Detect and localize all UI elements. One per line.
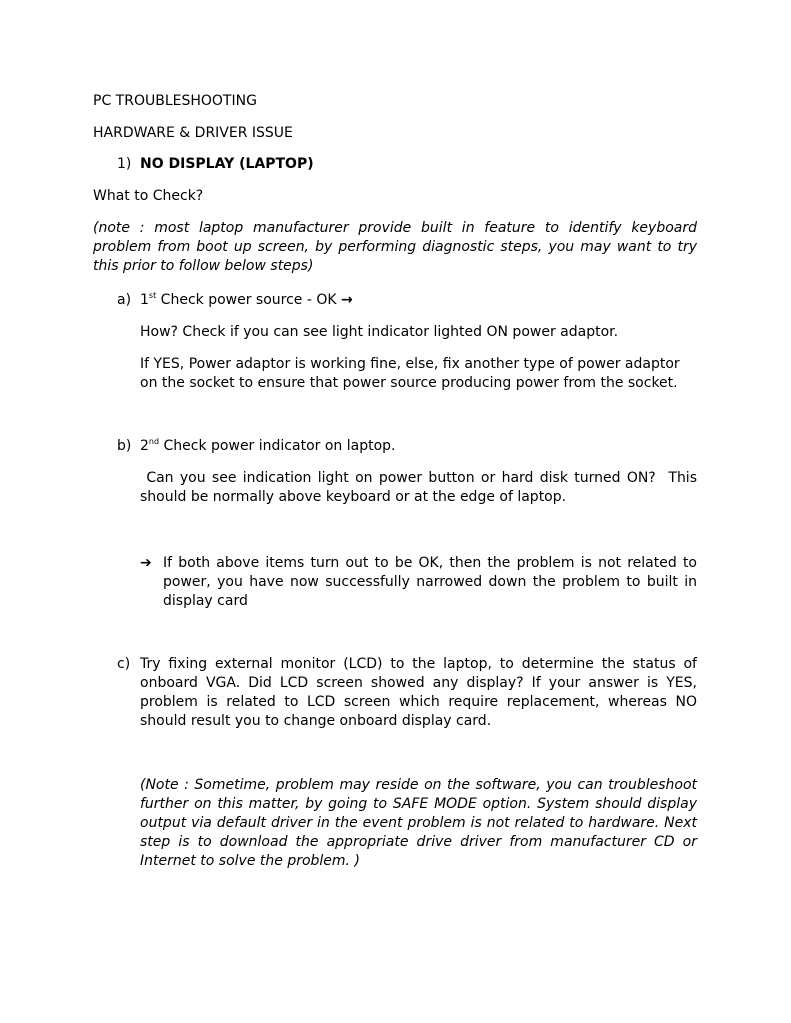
what-to-check: What to Check? [93, 188, 204, 204]
item-a-num: 1 [140, 292, 149, 308]
item-b-heading [140, 437, 395, 456]
right-arrow-icon: → [341, 292, 353, 308]
bold-arrow-icon: ➔ [140, 555, 152, 571]
item-b-text: Check power indicator on laptop. [159, 438, 396, 454]
item-b-sup: nd [148, 437, 160, 446]
item-a-how: How? Check if you can see light indicator lighted ON power adaptor. [140, 324, 619, 340]
final-note: (Note : Sometime, problem may reside on the software, you can troubleshoot further on this matter, by going to SAFE MODE option. System should display output via default driver in the event problem is not related to hardware. Next step is to download the appropriate drive driver from manufacturer CD or Internet to solve the problem. ) [140, 777, 697, 869]
item-b-detail: Can you see indication light on power button or hard disk turned ON? This should be normally above keyboard or at the edge of laptop. [140, 470, 702, 505]
item-a-heading [140, 291, 353, 310]
item-a-sup: st [148, 291, 157, 300]
item-b-num: 2 [140, 438, 149, 454]
item-a-text: Check power source - OK [156, 292, 342, 308]
section-title: HARDWARE & DRIVER ISSUE [93, 125, 293, 141]
item1-marker: 1) [117, 156, 132, 172]
item1-heading: NO DISPLAY (LAPTOP) [140, 156, 314, 172]
doc-title: PC TROUBLESHOOTING [93, 93, 257, 109]
item-a-ifyes: If YES, Power adaptor is working fine, else, fix another type of power adaptor on the socket to ensure that power source producing power from the socket. [140, 356, 680, 391]
item-c-text: Try fixing external monitor (LCD) to the laptop, to determine the status of onboard VGA. Did LCD screen showed any display? If your answer is YES, problem is related to LCD screen which require replacement, whereas NO should result you to change onboard display card. [140, 656, 697, 729]
intro-note: (note : most laptop manufacturer provide built in feature to identify keyboard problem from boot up screen, by performing diagnostic steps, you may want to try this prior to follow below steps) [93, 220, 697, 274]
item-c-marker: c) [117, 656, 131, 672]
item-b-marker: b) [117, 438, 132, 454]
item-a-marker: a) [117, 292, 132, 308]
arrow-note-text: If both above items turn out to be OK, then the problem is not related to power, you have now successfully narrowed down the problem to built in display card [163, 555, 697, 609]
